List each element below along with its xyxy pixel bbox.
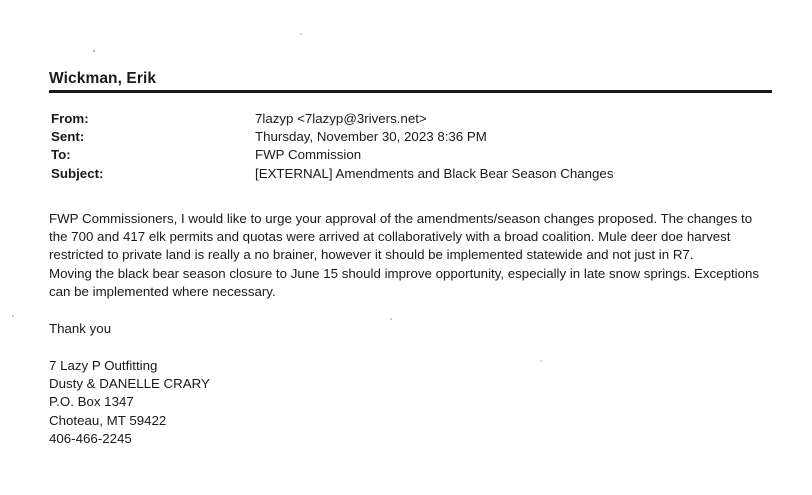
signature-contact-names: Dusty & DANELLE CRARY: [49, 376, 210, 392]
from-value: 7lazyp <7lazyp@3rivers.net>: [255, 111, 427, 126]
body-line: FWP Commissioners, I would like to urge your approval of the amendments/season changes proposed. The changes to: [49, 211, 753, 226]
signature-block: [49, 357, 210, 448]
sent-label: Sent:: [51, 129, 85, 145]
from-label: From:: [51, 111, 89, 126]
scan-speck: [390, 318, 392, 320]
to-value: FWP Commission: [255, 147, 362, 163]
mailbox-owner-name: Wickman, Erik: [49, 70, 157, 87]
email-body: [49, 210, 784, 301]
scan-speck: [300, 33, 302, 35]
header-divider: [49, 90, 772, 93]
signature-po-box: P.O. Box 1347: [49, 394, 134, 410]
scan-speck: [540, 360, 542, 362]
sent-value: Thursday, November 30, 2023 8:36 PM: [255, 129, 487, 145]
body-line: the 700 and 417 elk permits and quotas were arrived at collaboratively with a broad coalition. Mule deer doe harvest: [49, 229, 731, 245]
signature-business-name: 7 Lazy P Outfitting: [49, 358, 158, 373]
to-label: To:: [51, 147, 71, 163]
body-line: Moving the black bear season closure to June 15 should improve opportunity, especially in late snow springs. Exceptions: [49, 265, 760, 281]
subject-value: [EXTERNAL] Amendments and Black Bear Season Changes: [255, 165, 614, 181]
subject-label: Subject:: [51, 165, 104, 181]
body-line: can be implemented where necessary.: [49, 283, 276, 299]
scan-speck: [12, 315, 14, 317]
signature-city-state-zip: Choteau, MT 59422: [49, 412, 167, 428]
closing-text: Thank you: [49, 321, 112, 336]
signature-phone: 406-466-2245: [49, 430, 132, 446]
scan-speck: [93, 50, 95, 52]
body-line: restricted to private land is really a no brainer, however it should be implemented statewide and not just in R7.: [49, 247, 694, 263]
